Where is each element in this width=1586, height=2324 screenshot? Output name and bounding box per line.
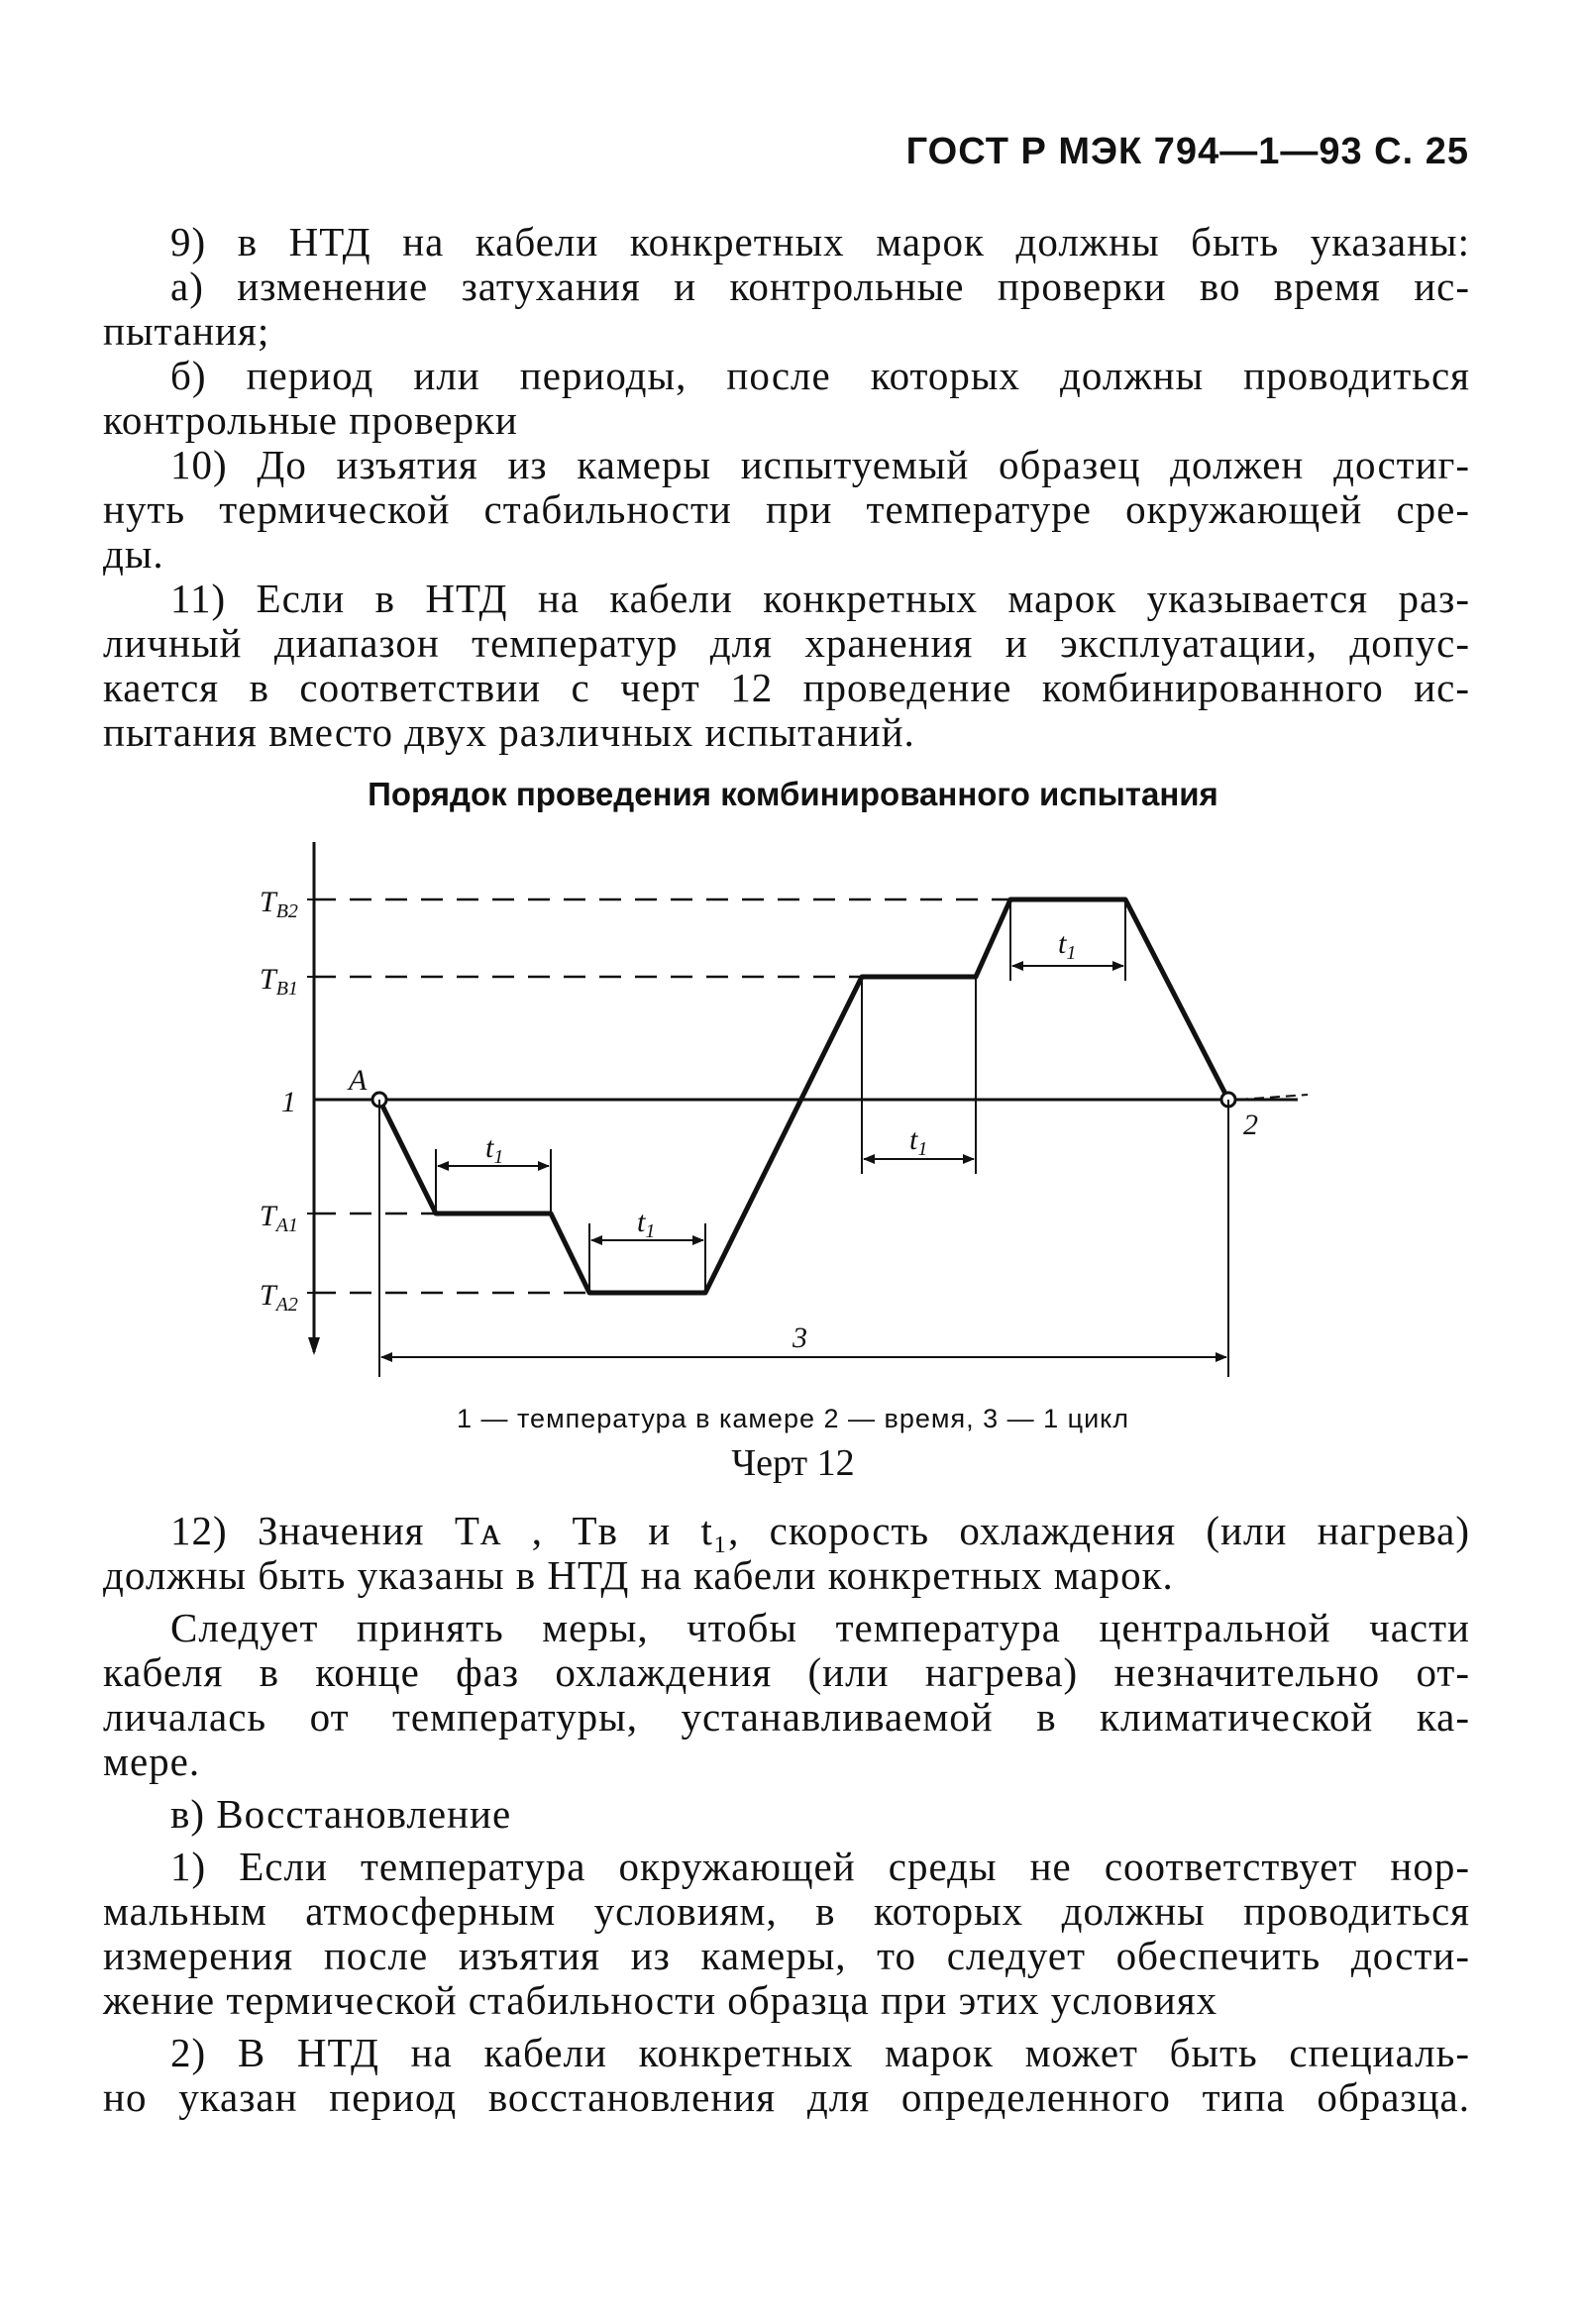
ta1-label: $T_{A1}$: [260, 1200, 298, 1236]
paragraph-line: б) период или периоды, после которых должны проводиться: [170, 353, 1470, 398]
cycle-label: 3: [793, 1321, 807, 1354]
paragraph-line: нуть термической стабильности при температуре окружающей сре-: [103, 486, 1470, 532]
point-2-label: 2: [1243, 1109, 1258, 1141]
paragraph-line: 9) в НТД на кабели конкретных марок должны быть указаны:: [170, 219, 1470, 264]
paragraph-line: мере.: [103, 1739, 201, 1784]
figure-number: Черт 12: [731, 1442, 855, 1484]
paragraph-line: пытания;: [103, 308, 270, 354]
paragraph-line: кается в соответствии с черт 12 проведение комбинированного ис-: [103, 665, 1470, 710]
subsection-heading: в) Восстановление: [170, 1791, 512, 1837]
page-header: ГОСТ Р МЭК 794—1—93 С. 25: [905, 131, 1469, 172]
temperature-profile: [379, 899, 1228, 1293]
paragraph-line: мальным атмосферным условиям, в которых должны проводиться: [103, 1888, 1470, 1934]
point-a-label: A: [349, 1064, 368, 1097]
tb2-label: $T_{B2}$: [260, 886, 298, 922]
paragraph-line: 2) В НТД на кабели конкретных марок может быть специаль-: [170, 2030, 1470, 2075]
figure-caption: 1 — температура в камере 2 — время, 3 — 1 цикл: [456, 1404, 1130, 1433]
paragraph-line: ды.: [103, 531, 164, 577]
t1-label: $t_1$: [637, 1206, 656, 1242]
axis-arrow-icon: [308, 1337, 320, 1355]
paragraph-line: контрольные проверки: [103, 397, 518, 443]
ambient-label: 1: [281, 1086, 296, 1118]
paragraph-line: личный диапазон температур для хранения и эксплуатации, допус-: [103, 620, 1470, 666]
paragraph-line: а) изменение затухания и контрольные проверки во время ис-: [170, 264, 1470, 309]
paragraph-line: пытания вместо двух различных испытаний.: [103, 709, 915, 755]
tb1-label: $T_{B1}$: [260, 963, 298, 1000]
paragraph-line: личалась от температуры, устанавливаемой в климатической ка-: [103, 1694, 1470, 1740]
paragraph-line: Следует принять меры, чтобы температура центральной части: [170, 1605, 1470, 1650]
paragraph-line: должны быть указаны в НТД на кабели конкретных марок.: [103, 1552, 1174, 1598]
paragraph-line: жение термической стабильности образца при этих условиях: [103, 1977, 1218, 2023]
t1-label: $t_1$: [485, 1131, 504, 1168]
paragraph-line: кабеля в конце фаз охлаждения (или нагрева) незначительно от-: [103, 1649, 1470, 1695]
paragraph-line: 11) Если в НТД на кабели конкретных марок указывается раз-: [170, 576, 1470, 621]
paragraph-line: измерения после изъятия из камеры, то следует обеспечить дости-: [103, 1933, 1470, 1978]
paragraph-line: 12) Значения Tᴀ , Tв и t₁, скорость охлаждения (или нагрева): [170, 1508, 1470, 1553]
ta2-label: $T_{A2}$: [260, 1279, 298, 1316]
figure-title: Порядок проведения комбинированного испытания: [368, 776, 1218, 812]
t1-label: $t_1$: [1058, 927, 1077, 964]
text-section-bottom: [103, 1509, 1470, 2120]
paragraph-line: 10) До изъятия из камеры испытуемый образец должен достиг-: [170, 442, 1470, 487]
t1-label: $t_1$: [909, 1123, 928, 1160]
paragraph-line: 1) Если температура окружающей среды не соответствует нор-: [170, 1844, 1470, 1889]
paragraph-line: но указан период восстановления для определенного типа образца.: [103, 2074, 1470, 2120]
